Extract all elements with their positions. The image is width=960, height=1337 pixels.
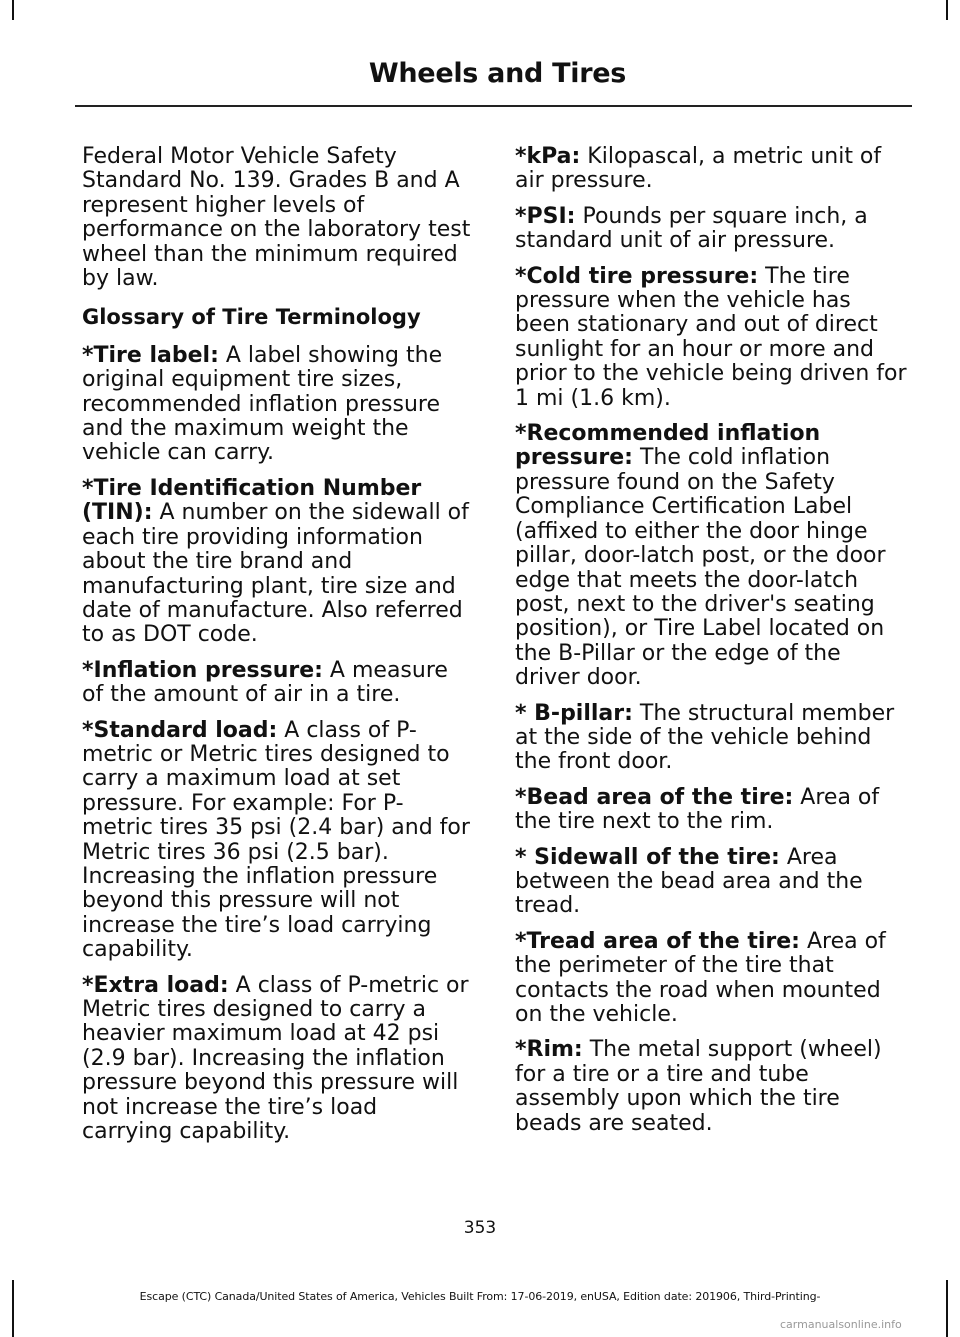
glossary-term: *PSI: <box>515 203 576 229</box>
glossary-definition: A label showing the original equipment tire sizes, recommended inflation pressure and the maximum weight the vehicle can carry. <box>82 342 443 466</box>
glossary-term: *Standard load: <box>82 717 278 743</box>
crop-mark-top-right <box>946 0 948 20</box>
glossary-entry <box>515 1038 907 1136</box>
glossary-definition: The cold inflation pressure found on the Safety Compliance Certification Label (affixed to either the door hinge pillar, door-latch post, or the door edge that meets the door-latch post, next to the driver's seating position), or Tire Label located on the B-Pillar or the edge of the driver door. <box>515 445 886 691</box>
glossary-entry <box>82 344 474 466</box>
crop-mark-bottom-right <box>946 1280 948 1337</box>
crop-mark-bottom-left <box>12 1280 14 1337</box>
page-number: 353 <box>463 1218 497 1238</box>
glossary-entry <box>515 702 907 775</box>
glossary-definition: Area between the bead area and the tread. <box>515 844 863 919</box>
footer-text: Escape (CTC) Canada/United States of America, Vehicles Built From: 17-06-2019, enUSA, Edition date: 201906, Third-Printing- <box>139 1290 821 1303</box>
glossary-term: *Tire label: <box>82 342 219 368</box>
glossary-term: *Extra load: <box>82 972 229 998</box>
section-heading: Glossary of Tire Terminology <box>82 305 421 330</box>
glossary-definition: A number on the sidewall of each tire providing information about the tire brand and manufacturing plant, tire size and date of manufacture. Also referred to as DOT code. <box>82 500 469 648</box>
glossary-definition: A class of P-metric or Metric tires designed to carry a maximum load at set pressure. For example: For P-metric tires 35 psi (2.4 bar) and for Metric tires 36 psi (2.5 bar). Increasing the inflation pressure beyond this pressure will not increase the tire’s load carrying capability. <box>82 717 470 963</box>
page-title: Wheels and Tires <box>368 58 626 89</box>
glossary-term: * B-pillar: <box>515 700 633 726</box>
glossary-definition: A class of P-metric or Metric tires designed to carry a heavier maximum load at 42 psi (2.9 bar). Increasing the inflation pressure beyond this pressure will not increase the tire’s load carrying capability. <box>82 972 469 1145</box>
glossary-term: *Tire Identification Number (TIN): <box>82 475 422 526</box>
glossary-term: *Rim: <box>515 1037 583 1063</box>
glossary-definition: Kilopascal, a metric unit of air pressure. <box>515 144 882 194</box>
glossary-entry <box>82 974 474 1145</box>
glossary-entry <box>515 930 907 1028</box>
crop-mark-top-left <box>12 0 14 20</box>
glossary-entry <box>82 477 474 648</box>
header-divider <box>75 105 912 107</box>
glossary-entry <box>515 846 907 919</box>
glossary-term: *Tread area of the tire: <box>515 928 800 954</box>
glossary-definition: A measure of the amount of air in a tire. <box>82 657 448 708</box>
glossary-entry <box>515 205 907 254</box>
glossary-term: *Bead area of the tire: <box>515 784 794 810</box>
glossary-entry <box>515 145 907 194</box>
watermark: carmanualsonline.info <box>780 1318 902 1331</box>
glossary-term: * Sidewall of the tire: <box>515 844 780 870</box>
glossary-entry <box>515 265 907 411</box>
glossary-definition: Pounds per square inch, a standard unit of air pressure. <box>515 203 868 254</box>
glossary-entry <box>82 659 474 708</box>
glossary-definition: The tire pressure when the vehicle has been stationary and out of direct sunlight for an hour or more and prior to the vehicle being driven for 1 mi (1.6 km). <box>515 263 907 411</box>
glossary-term: *Recommended inflation pressure: <box>515 421 821 471</box>
glossary-entry <box>515 422 907 690</box>
glossary-definition: The structural member at the side of the vehicle behind the front door. <box>515 700 895 775</box>
left-column <box>82 145 474 1155</box>
glossary-definition: The metal support (wheel) for a tire or a tire and tube assembly upon which the tire beads are seated. <box>515 1037 882 1136</box>
glossary-term: *kPa: <box>515 144 581 169</box>
glossary-entry <box>515 786 907 835</box>
glossary-term: *Inflation pressure: <box>82 657 323 683</box>
glossary-entry <box>82 719 474 963</box>
glossary-term: *Cold tire pressure: <box>515 263 759 289</box>
glossary-definition: Area of the tire next to the rim. <box>515 784 880 835</box>
right-column <box>515 145 907 1147</box>
intro-paragraph: Federal Motor Vehicle Safety Standard No. 139. Grades B and A represent higher levels of performance on the laboratory test wheel than the minimum required by law. <box>82 144 471 292</box>
glossary-definition: Area of the perimeter of the tire that contacts the road when mounted on the vehicle. <box>515 928 886 1027</box>
